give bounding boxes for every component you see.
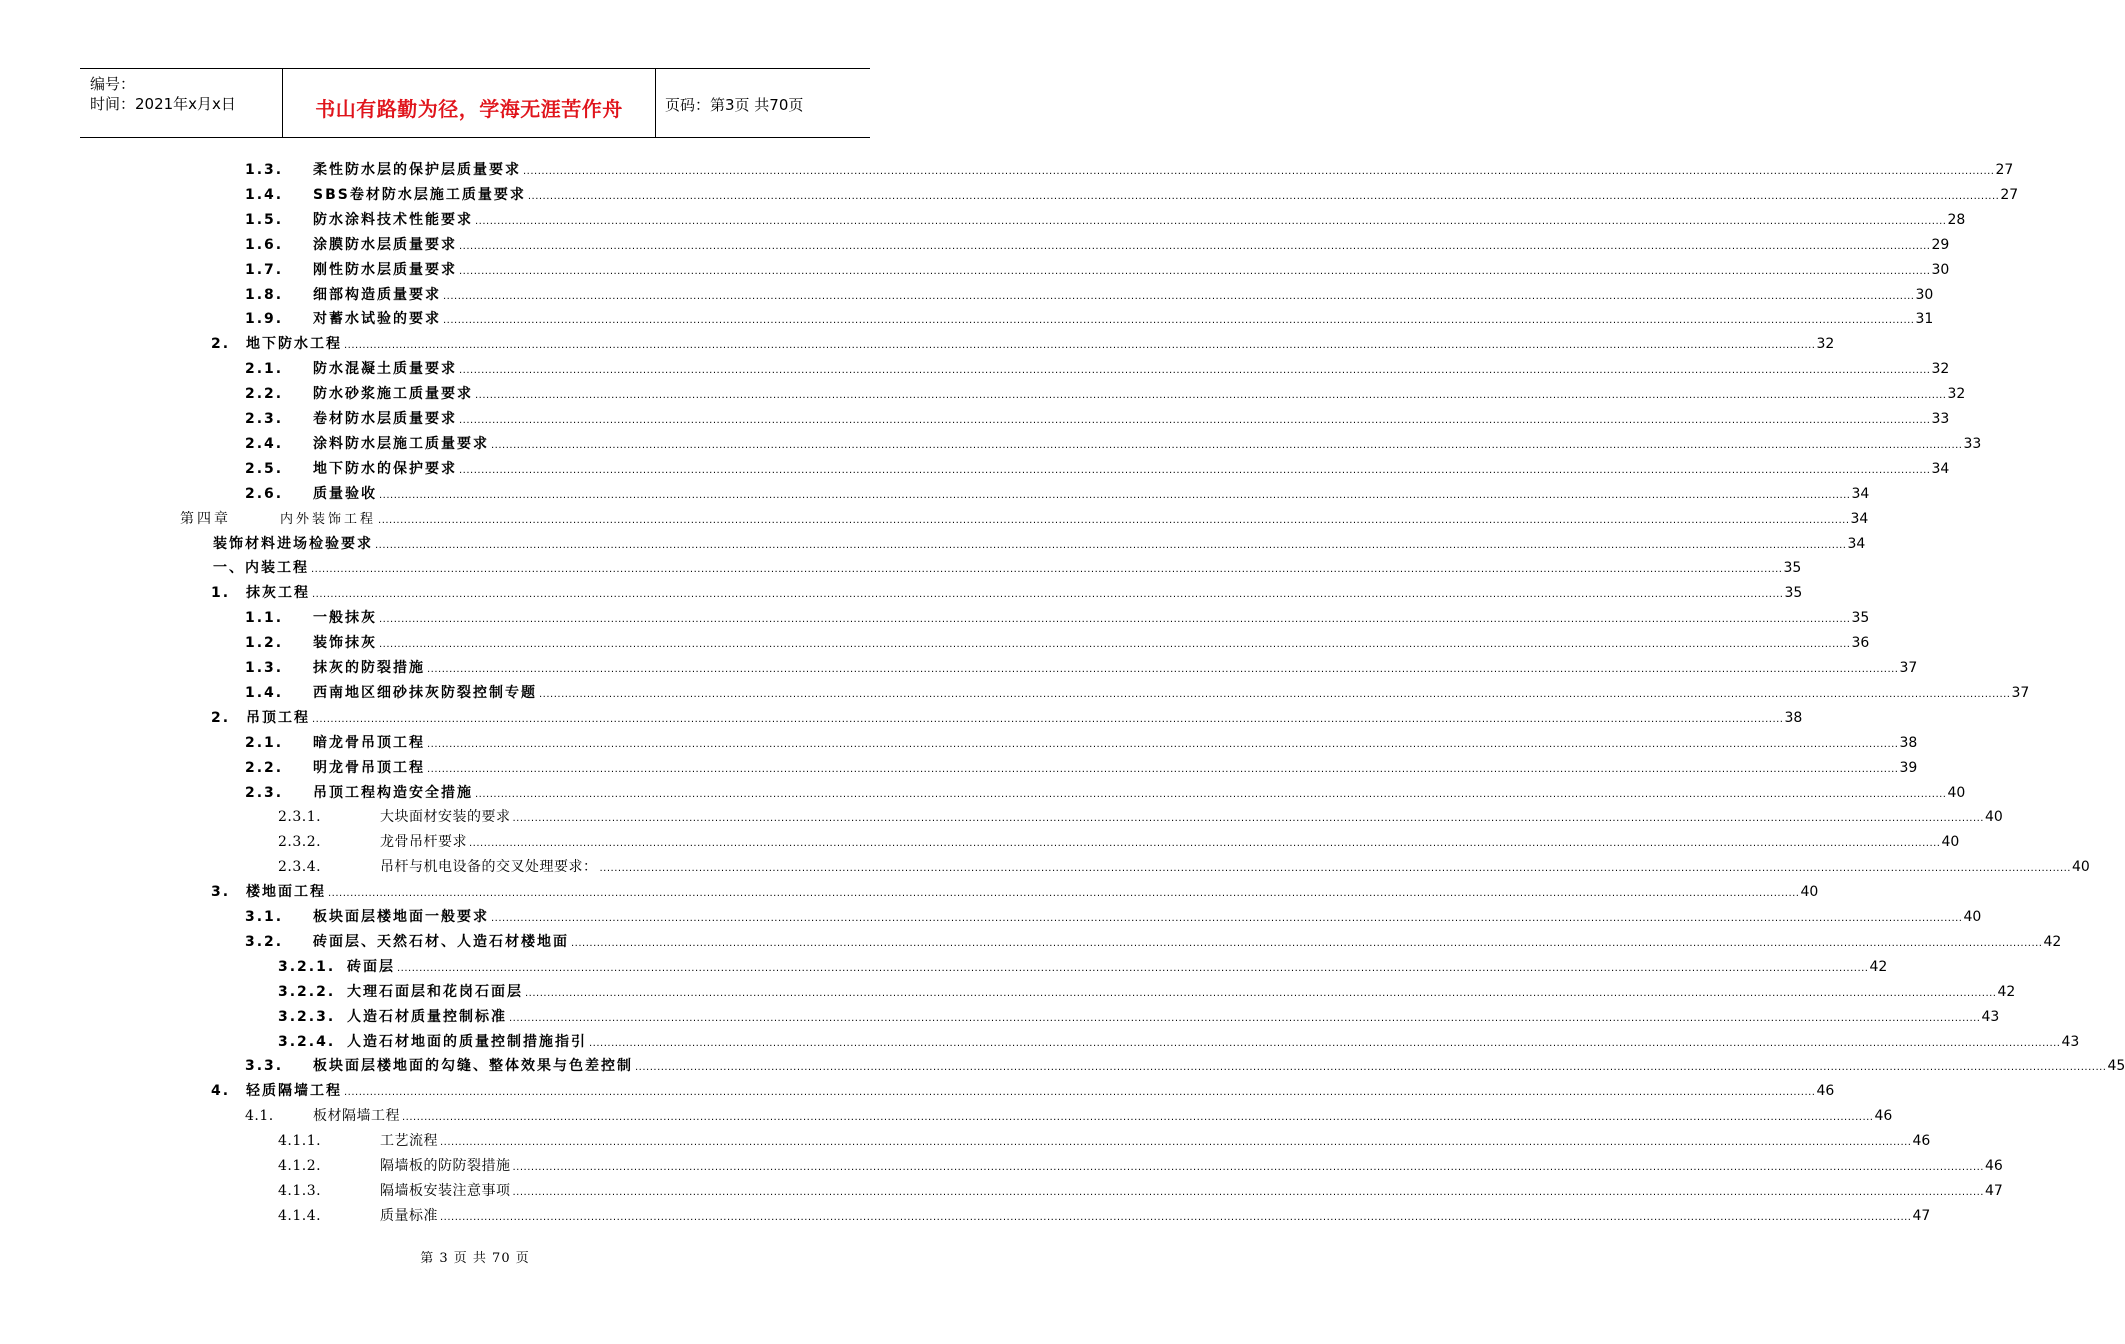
toc-entry-title: 砖面层、天然石材、人造石材楼地面	[313, 933, 569, 950]
toc-entry-number: 4.1.4.	[278, 1207, 322, 1224]
toc-entry-title: 地下防水工程	[246, 336, 342, 353]
toc-entry-number: 4.1.3.	[278, 1182, 322, 1199]
toc-entry[interactable]	[0, 906, 1982, 928]
toc-entry[interactable]	[0, 1080, 1835, 1102]
toc-entry-title: 对蓄水试验的要求	[313, 311, 441, 328]
page-header	[80, 68, 870, 138]
doc-number-label: 编号：	[90, 75, 136, 93]
toc-entry-title: 质量标准	[380, 1207, 438, 1224]
toc-entry-page: 34	[1850, 510, 1869, 527]
toc-entry[interactable]	[0, 533, 1866, 555]
toc-entry[interactable]	[0, 682, 2030, 704]
toc-entry-page: 42	[1869, 958, 1888, 975]
toc-entry-page: 42	[1997, 983, 2016, 1000]
header-info-cell	[80, 69, 282, 137]
toc-entry-number: 3.2.3.	[278, 1008, 336, 1025]
toc-entry-number: 3.2.4.	[278, 1033, 336, 1050]
toc-entry-number: 2.1.	[245, 734, 284, 751]
toc-entry-title: 人造石材质量控制标准	[347, 1008, 507, 1025]
toc-entry[interactable]	[0, 209, 1966, 231]
toc-leader-dots: ................................................................................................................................................................................................................................................................................................................................................................................................................	[475, 390, 1947, 402]
toc-entry-page: 46	[1912, 1133, 1931, 1150]
toc-entry-number: 2.2.	[245, 386, 284, 403]
toc-entry-page: 27	[1995, 162, 2014, 178]
toc-entry-page: 37	[1899, 660, 1918, 676]
toc-leader-dots: ................................................................................................................................................................................................................................................................................................................................................................................................................	[379, 614, 1851, 626]
toc-entry[interactable]	[0, 458, 1950, 480]
toc-leader-dots: ................................................................................................................................................................................................................................................................................................................................................................................................................	[459, 415, 1931, 426]
toc-entry-page: 47	[1912, 1207, 1931, 1224]
toc-entry-page: 36	[1851, 635, 1870, 652]
toc-leader-dots: ................................................................................................................................................................................................................................................................................................................................................................................................................	[525, 987, 1997, 999]
toc-entry-title: 涂料防水层施工质量要求	[313, 435, 489, 452]
toc-entry[interactable]	[0, 358, 1950, 380]
toc-entry-number: 2.	[211, 336, 231, 353]
toc-entry-title: 内外装饰工程	[280, 511, 377, 527]
toc-entry-page: 35	[1784, 585, 1803, 602]
toc-entry-number: 2.3.	[245, 784, 284, 801]
toc-entry-number: 2.2.	[245, 759, 284, 776]
toc-entry[interactable]	[0, 657, 1918, 679]
toc-entry-title: 柔性防水层的保护层质量要求	[313, 162, 521, 178]
page-footer: 第 3 页 共 70 页	[420, 1251, 530, 1266]
toc-leader-dots: ................................................................................................................................................................................................................................................................................................................................................................................................................	[635, 1062, 2107, 1074]
toc-entry-number: 3.2.1.	[278, 958, 336, 975]
toc-entry-page: 27	[2000, 186, 2019, 203]
toc-entry-page: 40	[1947, 784, 1966, 801]
toc-entry-page: 35	[1783, 560, 1802, 577]
toc-entry-title: 吊杆与机电设备的交叉处理要求：	[380, 859, 598, 876]
toc-entry-number: 2.3.	[245, 411, 284, 427]
toc-entry-title: 西南地区细砂抹灰防裂控制专题	[313, 684, 537, 701]
toc-entry[interactable]	[0, 333, 1835, 355]
toc-leader-dots: ................................................................................................................................................................................................................................................................................................................................................................................................................	[344, 340, 1816, 352]
toc-entry-number: 1.6.	[245, 236, 284, 253]
toc-entry-page: 46	[1816, 1083, 1835, 1100]
toc-entry-number: 1.5.	[245, 211, 284, 228]
toc-entry-number: 3.	[211, 884, 231, 901]
toc-entry-number: 4.1.1.	[278, 1133, 322, 1150]
toc-leader-dots: ................................................................................................................................................................................................................................................................................................................................................................................................................	[459, 240, 1931, 252]
toc-entry[interactable]	[0, 732, 1918, 754]
toc-entry-number: 1.8.	[245, 286, 284, 303]
toc-entry-number: 1.9.	[245, 311, 284, 328]
toc-entry[interactable]	[0, 582, 1803, 604]
toc-entry-page: 39	[1899, 759, 1918, 776]
toc-entry[interactable]	[0, 1105, 1893, 1127]
toc-entry-number: 2.	[211, 709, 231, 726]
toc-entry-page: 47	[1984, 1182, 2003, 1199]
toc-entry[interactable]	[0, 1031, 2080, 1053]
toc-entry-title: 刚性防水层质量要求	[313, 261, 457, 278]
toc-leader-dots: ................................................................................................................................................................................................................................................................................................................................................................................................................	[427, 738, 1899, 750]
toc-leader-dots: ................................................................................................................................................................................................................................................................................................................................................................................................................	[523, 166, 1995, 177]
toc-leader-dots: ................................................................................................................................................................................................................................................................................................................................................................................................................	[443, 290, 1915, 302]
toc-entry[interactable]	[0, 483, 1870, 505]
toc-entry-page: 40	[1941, 834, 1960, 851]
toc-entry-number: 1.1.	[245, 610, 284, 627]
header-page-cell	[655, 69, 870, 137]
toc-entry[interactable]	[0, 806, 2003, 828]
toc-leader-dots: ................................................................................................................................................................................................................................................................................................................................................................................................................	[375, 539, 1847, 551]
toc-entry-title: 大块面材安装的要求	[380, 809, 511, 826]
toc-leader-dots: ................................................................................................................................................................................................................................................................................................................................................................................................................	[475, 215, 1947, 227]
toc-entry-title: SBS卷材防水层施工质量要求	[313, 186, 526, 203]
toc-entry-page: 32	[1931, 361, 1950, 378]
toc-entry-page: 40	[1984, 809, 2003, 826]
toc-leader-dots: ................................................................................................................................................................................................................................................................................................................................................................................................................	[571, 937, 2043, 949]
toc-entry-page: 37	[2011, 684, 2030, 701]
toc-entry-page: 34	[1851, 485, 1870, 502]
toc-entry-page: 42	[2043, 933, 2062, 950]
toc-entry[interactable]	[0, 408, 1950, 430]
toc-entry[interactable]	[0, 1205, 1931, 1227]
toc-entry-page: 30	[1931, 261, 1950, 278]
toc-leader-dots: ................................................................................................................................................................................................................................................................................................................................................................................................................	[527, 190, 2000, 202]
toc-entry-title: 隔墙板的防防裂措施	[380, 1158, 511, 1174]
toc-entry-page: 38	[1784, 709, 1803, 726]
toc-entry-number: 2.4.	[245, 435, 284, 452]
toc-entry-number: 1.7.	[245, 261, 284, 278]
toc-leader-dots: ................................................................................................................................................................................................................................................................................................................................................................................................................	[459, 365, 1931, 377]
toc-entry-page: 35	[1851, 610, 1870, 627]
toc-entry-number: 第四章	[180, 510, 231, 527]
toc-entry-number: 3.3.	[245, 1058, 284, 1075]
toc-entry-number: 2.3.1.	[278, 809, 322, 826]
toc-entry-page: 40	[2071, 859, 2090, 876]
toc-entry-number: 2.6.	[245, 485, 284, 502]
toc-entry[interactable]	[0, 508, 1869, 530]
toc-leader-dots: ................................................................................................................................................................................................................................................................................................................................................................................................................	[475, 788, 1947, 800]
toc-entry-page: 32	[1947, 386, 1966, 403]
toc-entry-title: 装饰材料进场检验要求	[213, 535, 373, 552]
toc-entry-page: 32	[1816, 336, 1835, 353]
toc-entry-number: 3.2.2.	[278, 983, 336, 1000]
toc-entry[interactable]	[0, 956, 1888, 978]
toc-entry-title: 防水砂浆施工质量要求	[313, 386, 473, 403]
toc-entry-title: 涂膜防水层质量要求	[313, 236, 457, 253]
toc-entry-title: 板块面层楼地面一般要求	[313, 909, 489, 925]
toc-entry[interactable]	[0, 259, 1950, 281]
toc-entry-title: 一般抹灰	[313, 610, 377, 627]
time-label: 时间：2021年x月x日	[90, 95, 236, 113]
toc-entry-title: 明龙骨吊顶工程	[313, 759, 425, 776]
header-motto-cell	[282, 69, 656, 137]
toc-entry[interactable]	[0, 1055, 2125, 1077]
toc-entry[interactable]	[0, 557, 1802, 579]
toc-leader-dots: ................................................................................................................................................................................................................................................................................................................................................................................................................	[378, 514, 1850, 526]
toc-entry-number: 2.3.4.	[278, 859, 322, 876]
toc-entry-title: 大理石面层和花岗石面层	[347, 983, 523, 1000]
toc-entry-page: 34	[1847, 535, 1866, 552]
motto-text: 书山有路勤为径，学海无涯苦作舟	[315, 97, 623, 121]
toc-leader-dots: ................................................................................................................................................................................................................................................................................................................................................................................................................	[440, 1211, 1912, 1223]
toc-entry-page: 28	[1947, 211, 1966, 228]
toc-entry-page: 29	[1931, 236, 1950, 253]
toc-entry-number: 3.2.	[245, 933, 284, 950]
toc-entry-number: 1.3.	[245, 162, 284, 178]
toc-entry-title: 质量验收	[313, 485, 377, 502]
toc-leader-dots: ................................................................................................................................................................................................................................................................................................................................................................................................................	[443, 315, 1915, 327]
toc-entry[interactable]	[0, 931, 2062, 953]
toc-entry[interactable]	[0, 707, 1803, 729]
toc-entry-number: 4.1.2.	[278, 1158, 322, 1174]
toc-entry-title: 抹灰的防裂措施	[313, 660, 425, 676]
toc-entry-title: 防水涂料技术性能要求	[313, 211, 473, 228]
toc-leader-dots: ................................................................................................................................................................................................................................................................................................................................................................................................................	[440, 1137, 1912, 1149]
toc-entry[interactable]	[0, 881, 1819, 903]
toc-entry-title: 一、内装工程	[213, 560, 309, 577]
toc-entry-page: 31	[1915, 311, 1934, 328]
toc-entry-page: 33	[1963, 435, 1982, 452]
toc-entry[interactable]	[0, 607, 1870, 629]
toc-entry-title: 细部构造质量要求	[313, 286, 441, 303]
toc-leader-dots: ................................................................................................................................................................................................................................................................................................................................................................................................................	[402, 1112, 1874, 1124]
toc-entry-page: 40	[1800, 884, 1819, 901]
toc-entry-title: 砖面层	[347, 958, 395, 975]
toc-leader-dots: ................................................................................................................................................................................................................................................................................................................................................................................................................	[491, 439, 1963, 451]
toc-entry[interactable]	[0, 308, 1934, 330]
toc-entry[interactable]	[0, 757, 1918, 779]
toc-entry-title: 卷材防水层质量要求	[313, 411, 457, 427]
toc-entry-title: 楼地面工程	[246, 884, 326, 901]
toc-entry[interactable]	[0, 234, 1950, 256]
toc-entry-number: 2.1.	[245, 361, 284, 378]
toc-leader-dots: ................................................................................................................................................................................................................................................................................................................................................................................................................	[312, 589, 1784, 601]
toc-entry-title: 人造石材地面的质量控制措施指引	[347, 1033, 587, 1050]
toc-leader-dots: ................................................................................................................................................................................................................................................................................................................................................................................................................	[379, 489, 1851, 501]
toc-entry[interactable]	[0, 1155, 2003, 1177]
toc-entry-page: 46	[1984, 1158, 2003, 1174]
toc-entry-number: 1.3.	[245, 660, 284, 676]
toc-leader-dots: ................................................................................................................................................................................................................................................................................................................................................................................................................	[344, 1087, 1816, 1099]
toc-entry-number: 1.4.	[245, 684, 284, 701]
toc-entry-page: 43	[2061, 1033, 2080, 1050]
toc-entry-number: 1.4.	[245, 186, 284, 203]
toc-entry-number: 3.1.	[245, 909, 284, 925]
toc-leader-dots: ................................................................................................................................................................................................................................................................................................................................................................................................................	[509, 1012, 1981, 1024]
toc-leader-dots: ................................................................................................................................................................................................................................................................................................................................................................................................................	[469, 838, 1941, 850]
toc-entry-number: 1.2.	[245, 635, 284, 652]
toc-leader-dots: ................................................................................................................................................................................................................................................................................................................................................................................................................	[512, 813, 1984, 825]
toc-leader-dots: ................................................................................................................................................................................................................................................................................................................................................................................................................	[491, 913, 1963, 924]
toc-entry-title: 抹灰工程	[246, 585, 310, 602]
toc-leader-dots: ................................................................................................................................................................................................................................................................................................................................................................................................................	[459, 464, 1931, 476]
toc-entry[interactable]	[0, 383, 1966, 405]
toc-entry-page: 30	[1915, 286, 1934, 303]
toc-entry-number: 4.1.	[245, 1108, 274, 1125]
toc-entry-page: 38	[1899, 734, 1918, 751]
toc-entry[interactable]	[0, 284, 1934, 306]
toc-entry[interactable]	[0, 1180, 2003, 1202]
toc-entry[interactable]	[0, 433, 1982, 455]
toc-leader-dots: ................................................................................................................................................................................................................................................................................................................................................................................................................	[539, 688, 2011, 700]
toc-leader-dots: ................................................................................................................................................................................................................................................................................................................................................................................................................	[379, 639, 1851, 651]
toc-entry-title: 工艺流程	[380, 1133, 438, 1150]
toc-entry-title: 龙骨吊杆要求	[380, 834, 467, 851]
toc-entry-page: 34	[1931, 460, 1950, 477]
toc-entry-page: 43	[1981, 1008, 2000, 1025]
toc-entry-title: 暗龙骨吊顶工程	[313, 734, 425, 751]
toc-entry-title: 吊顶工程	[246, 709, 310, 726]
toc-entry-page: 46	[1874, 1108, 1893, 1125]
toc-entry-number: 4.	[211, 1083, 231, 1100]
toc-leader-dots: ................................................................................................................................................................................................................................................................................................................................................................................................................	[427, 763, 1899, 775]
toc-entry[interactable]	[0, 159, 2014, 181]
toc-entry-title: 防水混凝土质量要求	[313, 361, 457, 378]
toc-entry-number: 2.3.2.	[278, 834, 322, 851]
toc-entry[interactable]	[0, 981, 2016, 1003]
toc-entry-title: 吊顶工程构造安全措施	[313, 784, 473, 801]
toc-entry-title: 轻质隔墙工程	[246, 1083, 342, 1100]
toc-entry-number: 2.5.	[245, 460, 284, 477]
toc-entry[interactable]	[0, 1006, 2000, 1028]
toc-leader-dots: ................................................................................................................................................................................................................................................................................................................................................................................................................	[311, 564, 1783, 576]
toc-leader-dots: ................................................................................................................................................................................................................................................................................................................................................................................................................	[459, 265, 1931, 277]
toc-entry-title: 装饰抹灰	[313, 635, 377, 652]
toc-leader-dots: ................................................................................................................................................................................................................................................................................................................................................................................................................	[512, 1186, 1984, 1198]
toc-entry-page: 40	[1963, 909, 1982, 925]
toc-entry[interactable]	[0, 632, 1870, 654]
toc-entry-title: 隔墙板安装注意事项	[380, 1182, 511, 1199]
toc-entry-page: 33	[1931, 411, 1950, 427]
toc-entry-title: 地下防水的保护要求	[313, 460, 457, 477]
toc-entry-number: 1.	[211, 585, 231, 602]
toc-leader-dots: ................................................................................................................................................................................................................................................................................................................................................................................................................	[427, 664, 1899, 675]
toc-leader-dots: ................................................................................................................................................................................................................................................................................................................................................................................................................	[397, 962, 1869, 974]
toc-entry[interactable]	[0, 184, 2019, 206]
toc-leader-dots: ................................................................................................................................................................................................................................................................................................................................................................................................................	[599, 863, 2071, 875]
toc-leader-dots: ................................................................................................................................................................................................................................................................................................................................................................................................................	[312, 713, 1784, 725]
toc-leader-dots: ................................................................................................................................................................................................................................................................................................................................................................................................................	[512, 1162, 1984, 1173]
toc-entry[interactable]	[0, 1130, 1931, 1152]
toc-entry[interactable]	[0, 831, 1960, 853]
toc-leader-dots: ................................................................................................................................................................................................................................................................................................................................................................................................................	[328, 888, 1800, 900]
toc-entry[interactable]	[0, 856, 2090, 878]
toc-entry-title: 板材隔墙工程	[313, 1108, 400, 1125]
toc-entry[interactable]	[0, 782, 1966, 804]
page-number-label: 页码：第3页 共70页	[665, 96, 804, 114]
toc-entry-page: 45	[2107, 1058, 2125, 1075]
toc-entry-title: 板块面层楼地面的勾缝、整体效果与色差控制	[313, 1058, 633, 1075]
toc-leader-dots: ................................................................................................................................................................................................................................................................................................................................................................................................................	[589, 1037, 2061, 1049]
